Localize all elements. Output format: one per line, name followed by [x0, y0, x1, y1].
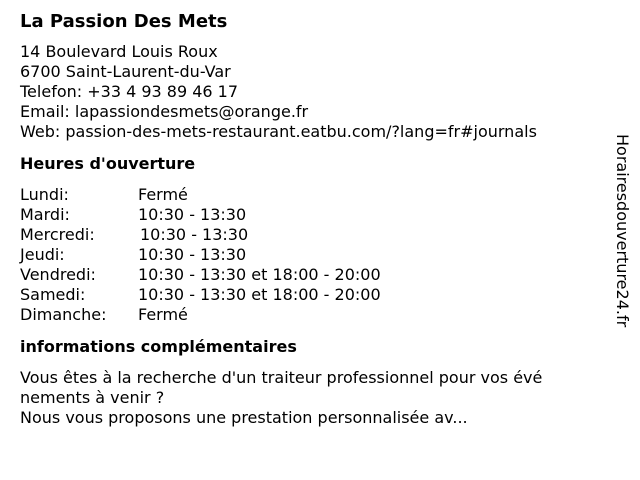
day-label: Samedi: — [20, 285, 86, 304]
watermark-text: Horairesdouverture24.fr — [613, 134, 632, 328]
business-card — [20, 10, 600, 428]
day-time: 10:30 - 13:30 — [138, 245, 247, 264]
hours-heading: Heures d'ouverture — [20, 154, 196, 173]
email: Email: lapassiondesmets@orange.fr — [20, 102, 309, 121]
day-label: Vendredi: — [20, 265, 96, 284]
hours-row-friday — [20, 265, 600, 285]
description-line: nements à venir ? — [20, 388, 165, 407]
website: Web: passion-des-mets-restaurant.eatbu.com/?lang=fr#journals — [20, 122, 537, 141]
day-label: Jeudi: — [20, 245, 65, 264]
hours-row-thursday — [20, 245, 600, 265]
hours-row-saturday — [20, 285, 600, 305]
day-time: 10:30 - 13:30 — [138, 205, 247, 224]
hours-row-monday — [20, 185, 600, 205]
info-heading: informations complémentaires — [20, 337, 297, 356]
description — [20, 368, 600, 428]
day-time: 10:30 - 13:30 et 18:00 - 20:00 — [138, 265, 381, 284]
hours-row-wednesday — [20, 225, 600, 245]
phone: Telefon: +33 4 93 89 46 17 — [20, 82, 239, 101]
hours-row-tuesday — [20, 205, 600, 225]
description-line: Nous vous proposons une prestation personnalisée av... — [20, 408, 468, 427]
day-label: Mardi: — [20, 205, 70, 224]
business-name: La Passion Des Mets — [20, 11, 228, 32]
address-line1: 14 Boulevard Louis Roux — [20, 42, 218, 61]
description-line: Vous êtes à la recherche d'un traiteur professionnel pour vos évé — [20, 368, 543, 387]
hours-row-sunday — [20, 305, 600, 325]
day-time: Fermé — [138, 185, 188, 204]
address-line2: 6700 Saint-Laurent-du-Var — [20, 62, 231, 81]
day-label: Dimanche: — [20, 305, 107, 324]
hours-list — [20, 185, 600, 325]
day-time: 10:30 - 13:30 — [140, 225, 249, 244]
day-time: 10:30 - 13:30 et 18:00 - 20:00 — [138, 285, 381, 304]
day-label: Lundi: — [20, 185, 69, 204]
day-time: Fermé — [138, 305, 188, 324]
day-label: Mercredi: — [20, 225, 95, 244]
